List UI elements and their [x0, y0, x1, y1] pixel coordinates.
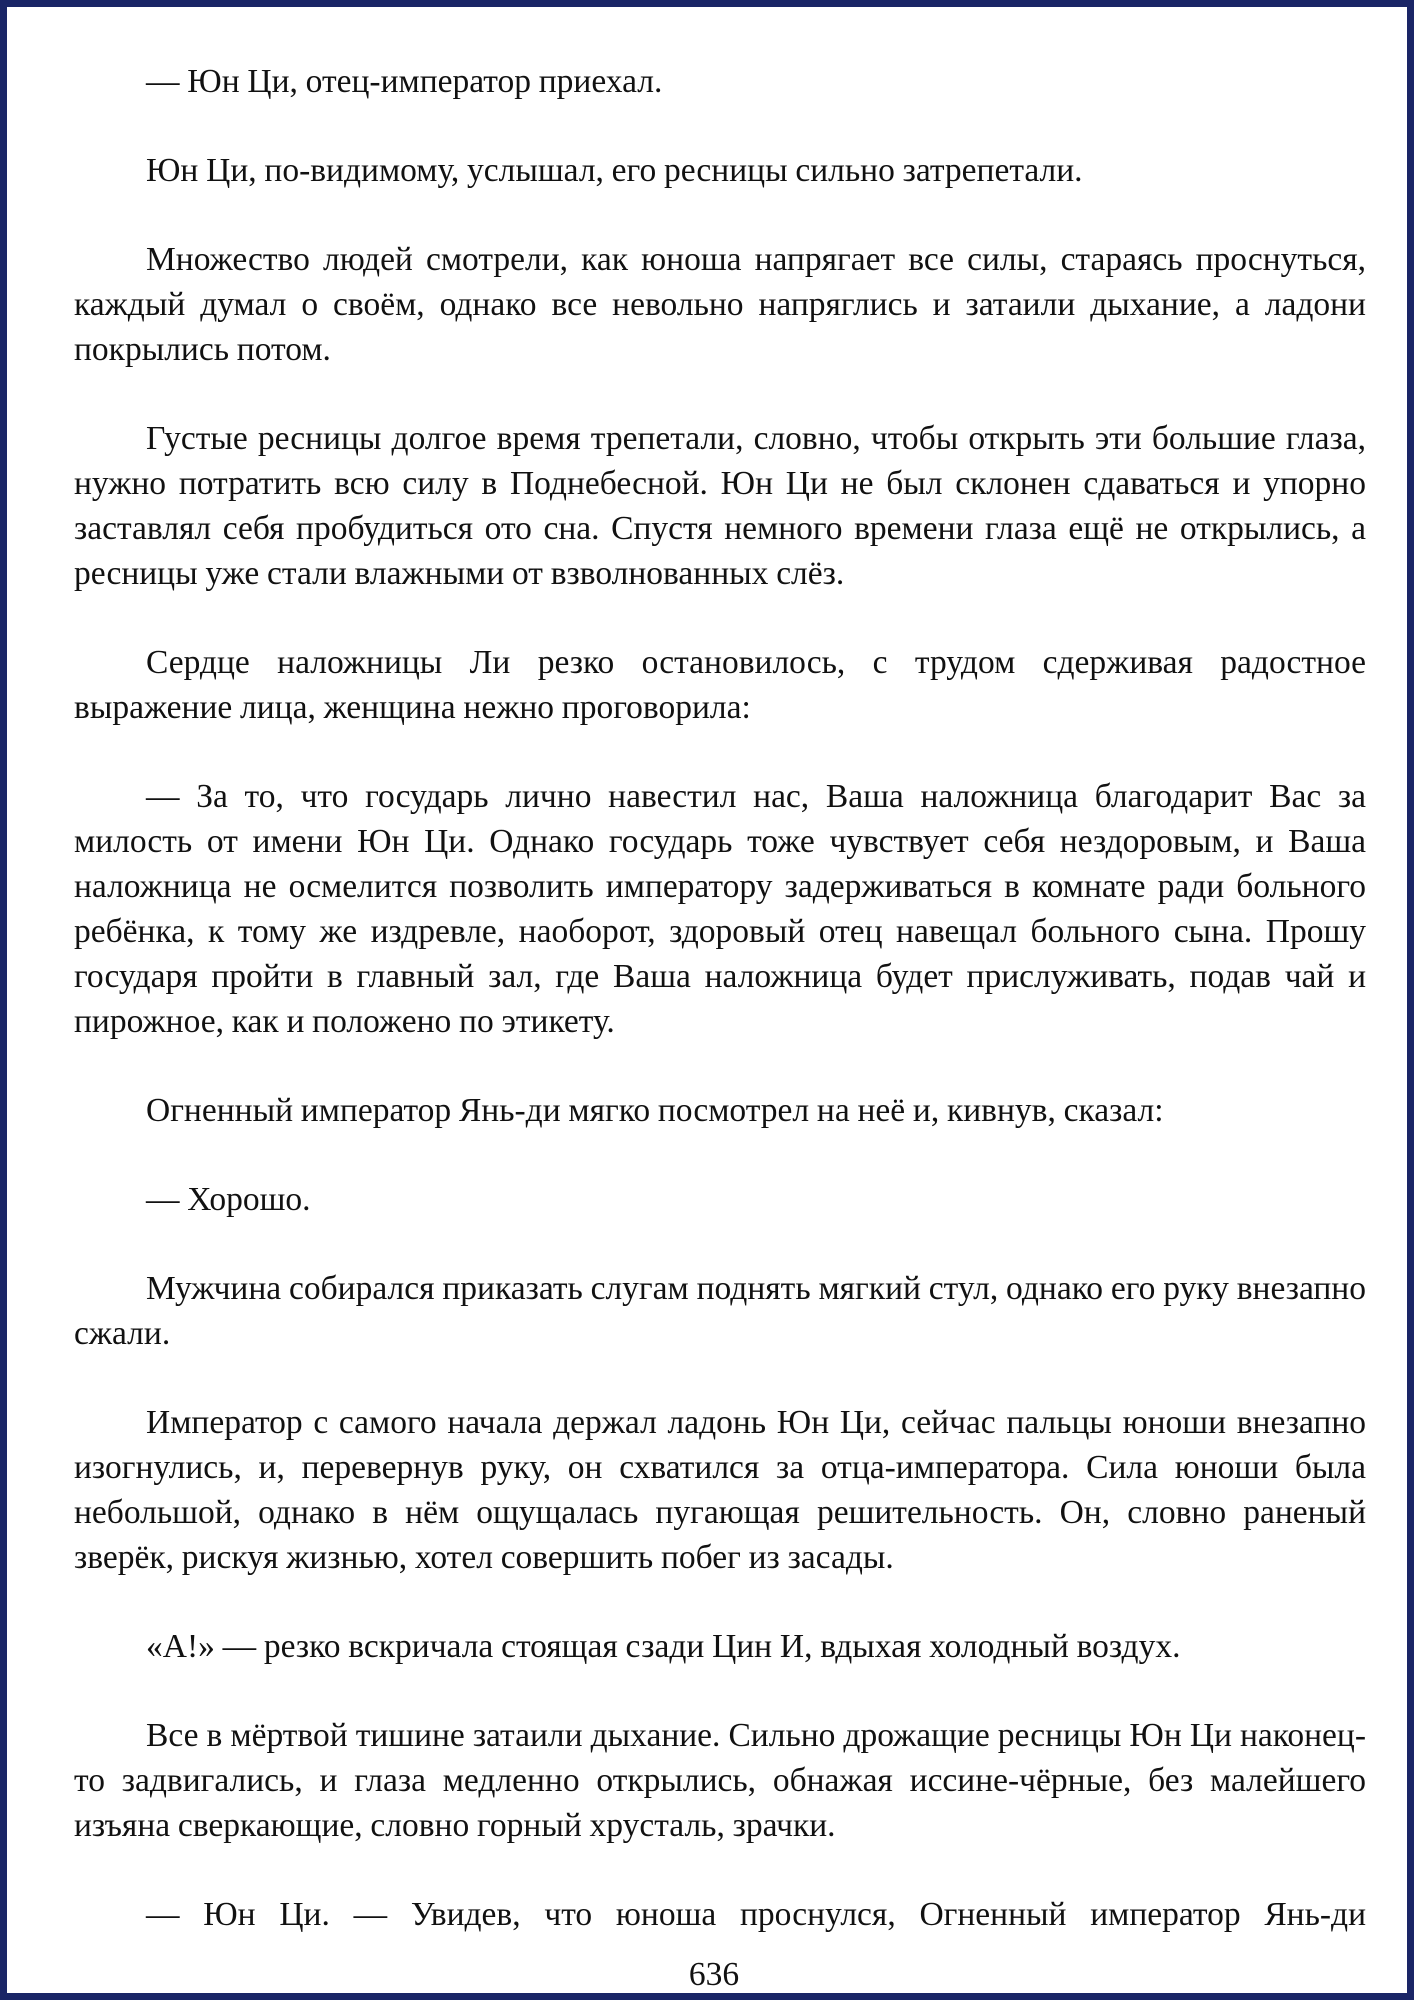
- paragraph: Множество людей смотрели, как юноша напрягает все силы, стараясь проснуться, каждый думал о своём, однако все невольно напряглись и затаили дыхание, а ладони покрылись потом.: [74, 241, 1366, 368]
- paragraph: — Хорошо.: [146, 1181, 311, 1218]
- paragraph: Юн Ци, по-видимому, услышал, его ресницы сильно затрепетали.: [146, 152, 1083, 189]
- paragraph: Император с самого начала держал ладонь Юн Ци, сейчас пальцы юноши внезапно изогнулись, и, перевернув руку, он схватился за отца-императора. Сила юноши была небольшой, однако в нём ощущалась пугающая решительность. Он, словно раненый зверёк, рискуя жизнью, хотел совершить побег из засады.: [74, 1404, 1366, 1576]
- page-number: 636: [688, 1956, 740, 1993]
- paragraph: Густые ресницы долгое время трепетали, словно, чтобы открыть эти большие глаза, нужно потратить всю силу в Поднебесной. Юн Ци не был склонен сдаваться и упорно заставлял себя пробудиться ото сна. Спустя немного времени глаза ещё не открылись, а ресницы уже стали влажными от взволнованных слёз.: [74, 420, 1366, 592]
- paragraph: Все в мёртвой тишине затаили дыхание. Сильно дрожащие ресницы Юн Ци наконец-то задвигались, и глаза медленно открылись, обнажая иссине-чёрные, без малейшего изъяна сверкающие, словно горный хрусталь, зрачки.: [74, 1717, 1366, 1844]
- paragraph: Сердце наложницы Ли резко остановилось, с трудом сдерживая радостное выражение лица, женщина нежно проговорила:: [74, 644, 1366, 726]
- paragraph: «А!» — резко вскричала стоящая сзади Цин И, вдыхая холодный воздух.: [146, 1628, 1181, 1665]
- paragraph: Мужчина собирался приказать слугам поднять мягкий стул, однако его руку внезапно сжали.: [74, 1270, 1366, 1352]
- paragraph: Огненный император Янь-ди мягко посмотрел на неё и, кивнув, сказал:: [146, 1092, 1164, 1129]
- text-body: [74, 59, 1366, 1937]
- paragraph-continued: — Юн Ци. — Увидев, что юноша проснулся, Огненный император Янь-ди: [146, 1896, 1366, 1933]
- paragraph: — Юн Ци, отец-император приехал.: [146, 63, 663, 100]
- paragraph: — За то, что государь лично навестил нас, Ваша наложница благодарит Вас за милость от имени Юн Ци. Однако государь тоже чувствует себя нездоровым, и Ваша наложница не осмелится позволить императору задерживаться в комнате ради больного ребёнка, к тому же издревле, наоборот, здоровый отец навещал больного сына. Прошу государя пройти в главный зал, где Ваша наложница будет прислуживать, подав чай и пирожное, как и положено по этикету.: [74, 778, 1366, 1040]
